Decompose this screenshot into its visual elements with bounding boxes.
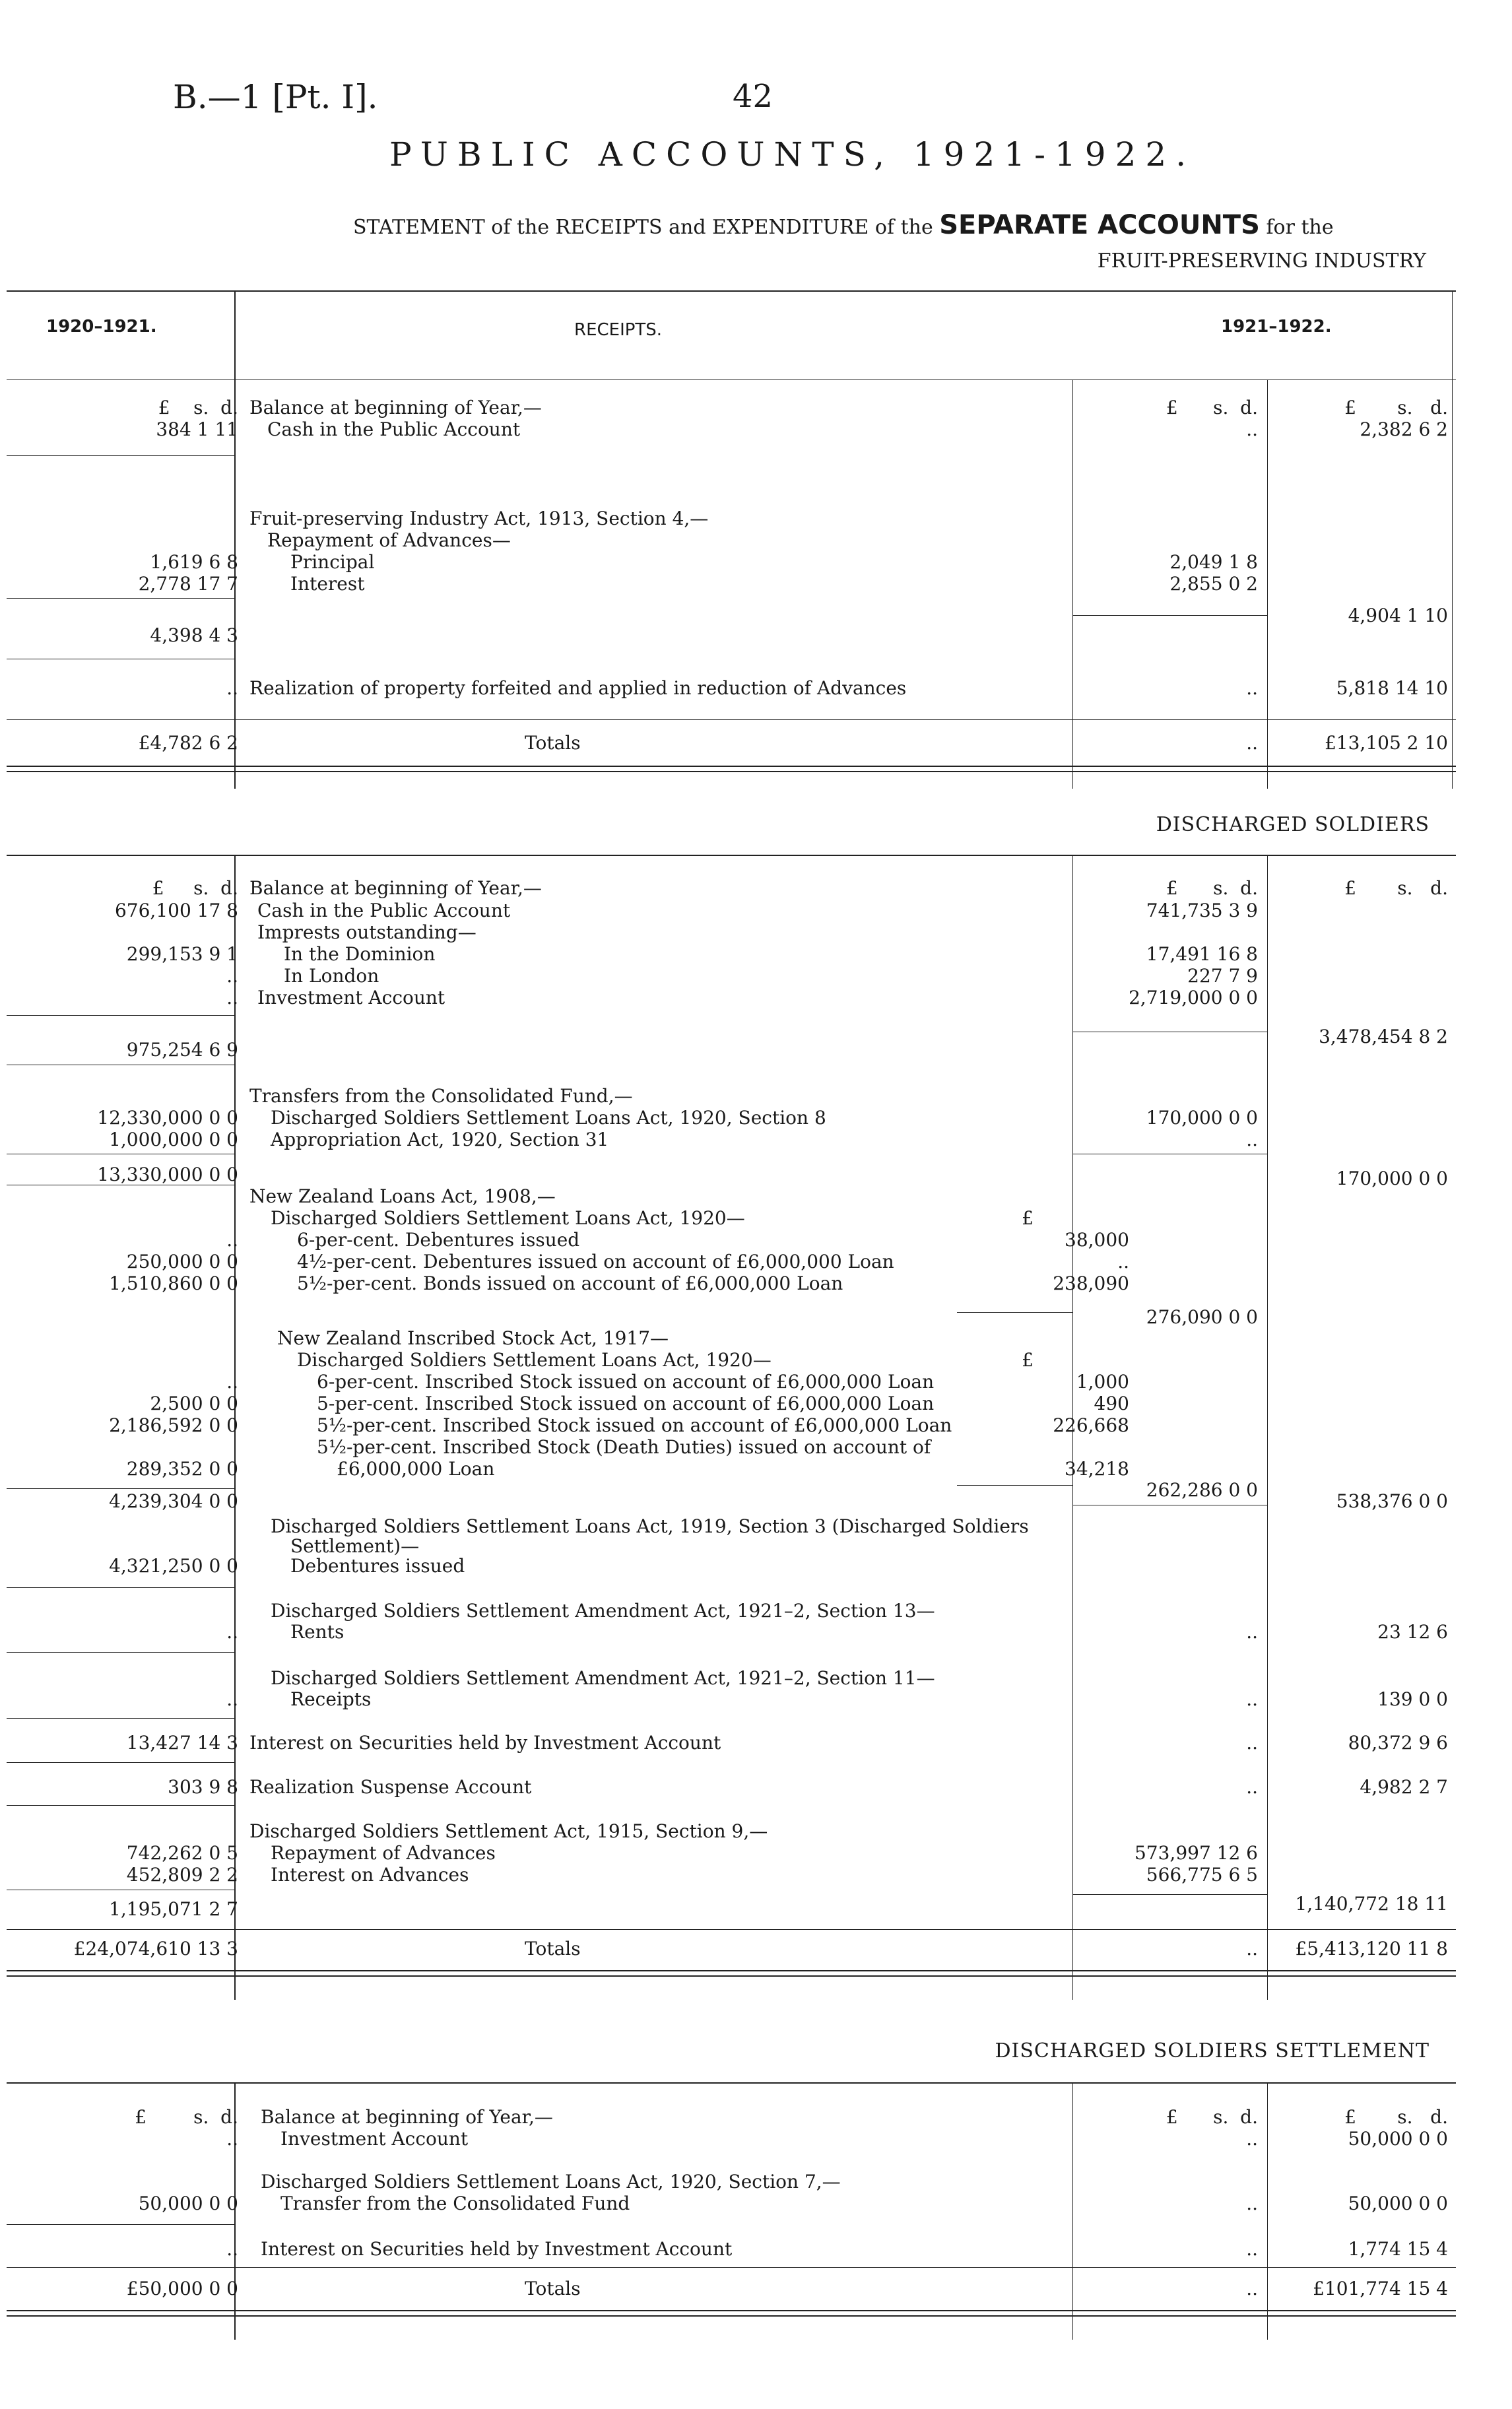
soldiers-loans-subtotal-prior: 4,239,304 0 0	[109, 1490, 238, 1512]
soldiers-five-half-amount: 238,090	[1053, 1272, 1129, 1294]
soldiers-amend11-total: 139 0 0	[1377, 1688, 1448, 1710]
soldiers-transfers-subtotal-row	[7, 1155, 1456, 1189]
fruit-interest-row	[7, 572, 1456, 596]
settlement-investment-total: 50,000 0 0	[1348, 2128, 1448, 2150]
settlement-investment-mid: ..	[1246, 2128, 1258, 2150]
soldiers-totals-row	[7, 1937, 1456, 1961]
fruit-cash-total: 2,382 6 2	[1360, 418, 1448, 440]
settlement-units-row	[7, 2105, 1456, 2129]
fruit-totals-label: Totals	[525, 732, 581, 754]
soldiers-dssl1920-heading-row	[7, 1206, 1456, 1230]
settlement-units-mid: £ s. d.	[1166, 2106, 1258, 2128]
soldiers-dssl1920-sub-row	[7, 1305, 1456, 1329]
statement-bold: SEPARATE ACCOUNTS	[939, 210, 1260, 240]
fruit-act-subtotal-prior: 4,398 4 3	[150, 624, 238, 646]
settlement-dssl-heading-row	[7, 2170, 1456, 2194]
soldiers-transfers-heading-row	[7, 1084, 1456, 1108]
soldiers-balance-total: 3,478,454 8 2	[1319, 1026, 1448, 1047]
soldiers-four-half-prior: 250,000 0 0	[126, 1251, 238, 1272]
col-head-current-year: 1921–1922.	[1221, 317, 1332, 337]
soldiers-interest-sec-prior: 13,427 14 3	[126, 1732, 238, 1754]
soldiers-four-half-label: 4½-per-cent. Debentures issued on account of £6,000,000 Loan	[297, 1251, 894, 1272]
soldiers-four-half-amount: ..	[1117, 1251, 1129, 1272]
settlement-investment-prior: ..	[226, 2128, 238, 2150]
soldiers-inscribed-heading-row	[7, 1327, 1456, 1350]
statement-suffix: for the	[1266, 216, 1334, 239]
soldiers-section-title: DISCHARGED SOLDIERS	[1156, 813, 1430, 836]
fruit-cash-prior: 384 1 11	[156, 418, 238, 440]
fruit-realization-mid: ..	[1246, 677, 1258, 699]
settlement-transfer-mid: ..	[1246, 2193, 1258, 2214]
fruit-cash-label: Cash in the Public Account	[267, 418, 521, 440]
soldiers-int-adv-amount: 566,775 6 5	[1146, 1864, 1258, 1886]
soldiers-dominion-row	[7, 942, 1456, 966]
soldiers-dominion-amount: 17,491 16 8	[1146, 943, 1258, 965]
soldiers-transfers-total: 170,000 0 0	[1336, 1168, 1448, 1189]
settlement-totals-label: Totals	[525, 2278, 581, 2299]
soldiers-interest-sec-row	[7, 1731, 1456, 1755]
soldiers-inscribed-sub-heading: Discharged Soldiers Settlement Loans Act, 1920—	[297, 1349, 772, 1371]
soldiers-six-pc-amount: 38,000	[1065, 1229, 1129, 1251]
soldiers-nzloans-heading: New Zealand Loans Act, 1908,—	[249, 1185, 556, 1207]
soldiers-amend13-rents: Rents	[290, 1621, 345, 1643]
soldiers-inscribed-sub-heading-row	[7, 1348, 1456, 1372]
soldiers-five-half-label: 5½-per-cent. Bonds issued on account of £6,000,000 Loan	[297, 1272, 843, 1294]
soldiers-ins-death-row	[7, 1436, 1456, 1459]
soldiers-amend11-receipts: Receipts	[290, 1688, 372, 1710]
fruit-act-subtotal-row	[7, 604, 1456, 646]
units-prior: £ s. d.	[158, 397, 238, 418]
soldiers-imprests-row	[7, 921, 1456, 944]
settlement-transfer-prior: 50,000 0 0	[138, 2193, 238, 2214]
soldiers-loans-act-prior: 12,330,000 0 0	[97, 1107, 238, 1129]
soldiers-dss1915-heading: Discharged Soldiers Settlement Act, 1915, Section 9,—	[249, 1820, 768, 1842]
soldiers-ins-five-half-row	[7, 1414, 1456, 1437]
soldiers-section	[7, 855, 1456, 2006]
soldiers-dssl1920-sub: 276,090 0 0	[1146, 1306, 1258, 1328]
soldiers-amend13-prior: ..	[226, 1621, 238, 1643]
fruit-totals-mid: ..	[1246, 732, 1258, 754]
soldiers-london-label: In London	[284, 965, 379, 987]
soldiers-interest-sec-label: Interest on Securities held by Investment Account	[249, 1732, 721, 1754]
fruit-totals-row	[7, 731, 1456, 755]
settlement-transfer-label: Transfer from the Consolidated Fund	[280, 2193, 630, 2214]
soldiers-interest-sec-mid: ..	[1246, 1732, 1258, 1754]
soldiers-amend11-row2	[7, 1688, 1456, 1711]
settlement-section	[7, 2082, 1456, 2346]
units-main: £ s. d.	[1344, 397, 1448, 418]
settlement-totals-total: £101,774 15 4	[1313, 2278, 1448, 2299]
soldiers-investment-label: Investment Account	[257, 987, 445, 1008]
fruit-totals-total: £13,105 2 10	[1324, 732, 1448, 754]
soldiers-dss1915-subtotal-prior: 1,195,071 2 7	[109, 1898, 238, 1920]
soldiers-amend13-total: 23 12 6	[1377, 1621, 1448, 1643]
soldiers-amend13-label: Discharged Soldiers Settlement Amendment Act, 1921–2, Section 13—	[271, 1600, 935, 1622]
soldiers-ins-death-row2	[7, 1457, 1456, 1481]
soldiers-six-pc-prior: ..	[226, 1229, 238, 1251]
soldiers-repay-amount: 573,997 12 6	[1134, 1842, 1258, 1864]
settlement-totals-prior: £50,000 0 0	[126, 2278, 238, 2299]
soldiers-dssl1919-row3	[7, 1554, 1456, 1578]
soldiers-int-adv-label: Interest on Advances	[271, 1864, 469, 1886]
settlement-units-main: £ s. d.	[1344, 2106, 1448, 2128]
soldiers-amend11-label: Discharged Soldiers Settlement Amendment Act, 1921–2, Section 11—	[271, 1667, 935, 1689]
soldiers-inscribed-heading: New Zealand Inscribed Stock Act, 1917—	[277, 1327, 669, 1349]
units-row	[7, 396, 1456, 420]
fruit-realization-label: Realization of property forfeited and applied in reduction of Advances	[249, 677, 907, 699]
soldiers-amend13-row2	[7, 1620, 1456, 1644]
fruit-section	[7, 290, 1456, 792]
soldiers-ins-five-half-prior: 2,186,592 0 0	[109, 1414, 238, 1436]
soldiers-five-half-prior: 1,510,860 0 0	[109, 1272, 238, 1294]
settlement-interest-mid: ..	[1246, 2238, 1258, 2260]
soldiers-dssl1919-label: Discharged Soldiers Settlement Loans Act, 1919, Section 3 (Discharged Soldiers	[271, 1515, 1029, 1537]
soldiers-interest-sec-total: 80,372 9 6	[1348, 1732, 1448, 1754]
fruit-realization-prior: ..	[226, 677, 238, 699]
units-mid: £ s. d.	[1166, 397, 1258, 418]
settlement-interest-label: Interest on Securities held by Investment Account	[261, 2238, 733, 2260]
fruit-totals-prior: £4,782 6 2	[138, 732, 238, 754]
soldiers-amend11-mid: ..	[1246, 1688, 1258, 1710]
soldiers-cash-row	[7, 899, 1456, 923]
soldiers-loans-act-amount: 170,000 0 0	[1146, 1107, 1258, 1129]
soldiers-six-pc-row	[7, 1228, 1456, 1252]
soldiers-suspense-total: 4,982 2 7	[1360, 1776, 1448, 1798]
settlement-balance-heading: Balance at beginning of Year,—	[261, 2106, 553, 2128]
soldiers-units-row	[7, 876, 1456, 900]
soldiers-investment-prior: ..	[226, 987, 238, 1008]
soldiers-ins-death-label: 5½-per-cent. Inscribed Stock (Death Duties) issued on account of	[317, 1436, 931, 1458]
soldiers-four-half-row	[7, 1250, 1456, 1274]
fruit-repayment-heading: Repayment of Advances—	[267, 529, 511, 551]
settlement-section-title: DISCHARGED SOLDIERS SETTLEMENT	[995, 2039, 1430, 2062]
soldiers-dssl1919-debentures: Debentures issued	[290, 1555, 465, 1577]
soldiers-loans-act-row	[7, 1106, 1456, 1130]
soldiers-cash-prior: 676,100 17 8	[114, 900, 238, 921]
soldiers-approp-row	[7, 1128, 1456, 1152]
soldiers-repay-label: Repayment of Advances	[271, 1842, 496, 1864]
soldiers-cash-amount: 741,735 3 9	[1146, 900, 1258, 921]
soldiers-amend11-prior: ..	[226, 1688, 238, 1710]
soldiers-london-prior: ..	[226, 965, 238, 987]
fruit-act-heading: Fruit-preserving Industry Act, 1913, Section 4,—	[249, 508, 709, 529]
document-reference: B.—1 [Pt. I].	[173, 78, 378, 116]
fruit-act-total: 4,904 1 10	[1348, 605, 1448, 626]
soldiers-london-row	[7, 964, 1456, 988]
soldiers-suspense-row	[7, 1775, 1456, 1799]
soldiers-imprests-heading: Imprests outstanding—	[257, 921, 477, 943]
soldiers-suspense-label: Realization Suspense Account	[249, 1776, 532, 1798]
soldiers-units-mid: £ s. d.	[1166, 877, 1258, 899]
fruit-principal-row	[7, 550, 1456, 574]
soldiers-five-half-row	[7, 1272, 1456, 1296]
soldiers-repay-row	[7, 1841, 1456, 1865]
fruit-realization-total: 5,818 14 10	[1336, 677, 1448, 699]
soldiers-totals-mid: ..	[1246, 1938, 1258, 1960]
soldiers-units-main: £ s. d.	[1344, 877, 1448, 899]
page-title: PUBLIC ACCOUNTS, 1921-1922.	[389, 135, 1196, 174]
soldiers-dssl1920-pound: £	[1022, 1207, 1034, 1229]
soldiers-ins-six-row	[7, 1370, 1456, 1394]
soldiers-ins-death-amount: 34,218	[1065, 1458, 1129, 1480]
soldiers-loans-total: 538,376 0 0	[1336, 1490, 1448, 1512]
fruit-repayment-heading-row	[7, 529, 1456, 552]
soldiers-nzloans-heading-row	[7, 1185, 1456, 1208]
soldiers-totals-total: £5,413,120 11 8	[1295, 1938, 1448, 1960]
fruit-act-heading-row	[7, 507, 1456, 531]
soldiers-balance-subtotal-prior: 975,254 6 9	[126, 1039, 238, 1061]
soldiers-transfers-heading: Transfers from the Consolidated Fund,—	[249, 1085, 633, 1107]
fruit-principal-label: Principal	[290, 551, 375, 573]
settlement-investment-row	[7, 2127, 1456, 2151]
soldiers-ins-six-label: 6-per-cent. Inscribed Stock issued on account of £6,000,000 Loan	[317, 1371, 935, 1393]
fruit-principal-amount: 2,049 1 8	[1169, 551, 1258, 573]
settlement-interest-prior: ..	[226, 2238, 238, 2260]
settlement-totals-mid: ..	[1246, 2278, 1258, 2299]
fruit-interest-prior: 2,778 17 7	[138, 573, 238, 595]
soldiers-balance-subtotal-row	[7, 1025, 1456, 1061]
soldiers-investment-amount: 2,719,000 0 0	[1129, 987, 1258, 1008]
fruit-cash-row	[7, 418, 1456, 442]
soldiers-dssl1919-label2: Settlement)—	[290, 1535, 420, 1557]
soldiers-ins-death-prior: 289,352 0 0	[126, 1458, 238, 1480]
soldiers-int-adv-row	[7, 1863, 1456, 1887]
soldiers-dss1915-heading-row	[7, 1820, 1456, 1843]
soldiers-ins-five-amount: 490	[1094, 1393, 1129, 1414]
soldiers-approp-prior: 1,000,000 0 0	[109, 1129, 238, 1150]
soldiers-units-prior: £ s. d.	[152, 877, 238, 899]
statement-heading	[353, 210, 1334, 240]
soldiers-six-pc-label: 6-per-cent. Debentures issued	[297, 1229, 580, 1251]
fruit-cash-mid: ..	[1246, 418, 1258, 440]
soldiers-amend13-mid: ..	[1246, 1621, 1258, 1643]
soldiers-dominion-label: In the Dominion	[284, 943, 436, 965]
soldiers-totals-prior: £24,074,610 13 3	[73, 1938, 238, 1960]
soldiers-dss1915-subtotal-row	[7, 1893, 1456, 1921]
soldiers-inscribed-sub: 262,286 0 0	[1146, 1479, 1258, 1501]
fruit-interest-label: Interest	[290, 573, 365, 595]
soldiers-ins-five-label: 5-per-cent. Inscribed Stock issued on account of £6,000,000 Loan	[317, 1393, 935, 1414]
soldiers-int-adv-prior: 452,809 2 2	[126, 1864, 238, 1886]
statement-prefix: STATEMENT of the RECEIPTS and EXPENDITURE of the	[353, 216, 933, 239]
settlement-units-prior: £ s. d.	[135, 2106, 238, 2128]
soldiers-amend11-row	[7, 1666, 1456, 1690]
soldiers-london-amount: 227 7 9	[1187, 965, 1258, 987]
soldiers-approp-label: Appropriation Act, 1920, Section 31	[271, 1129, 609, 1150]
soldiers-dssl1920-heading: Discharged Soldiers Settlement Loans Act, 1920—	[271, 1207, 745, 1229]
settlement-investment-label: Investment Account	[280, 2128, 469, 2150]
fruit-principal-prior: 1,619 6 8	[150, 551, 238, 573]
soldiers-inscribed-pound: £	[1022, 1349, 1034, 1371]
soldiers-ins-six-amount: 1,000	[1076, 1371, 1129, 1393]
soldiers-ins-five-prior: 2,500 0 0	[150, 1393, 238, 1414]
soldiers-ins-six-prior: ..	[226, 1371, 238, 1393]
fruit-section-title: FRUIT-PRESERVING INDUSTRY	[1097, 249, 1426, 273]
settlement-transfer-total: 50,000 0 0	[1348, 2193, 1448, 2214]
settlement-dssl-label: Discharged Soldiers Settlement Loans Act, 1920, Section 7,—	[261, 2171, 841, 2193]
soldiers-loans-subtotal-row	[7, 1490, 1456, 1513]
soldiers-suspense-mid: ..	[1246, 1776, 1258, 1798]
soldiers-ins-five-row	[7, 1392, 1456, 1416]
soldiers-ins-five-half-amount: 226,668	[1053, 1414, 1129, 1436]
soldiers-balance-heading: Balance at beginning of Year,—	[249, 877, 542, 899]
soldiers-dss1915-total: 1,140,772 18 11	[1295, 1893, 1448, 1915]
soldiers-totals-label: Totals	[525, 1938, 581, 1960]
settlement-interest-total: 1,774 15 4	[1348, 2238, 1448, 2260]
soldiers-repay-prior: 742,262 0 5	[126, 1842, 238, 1864]
fruit-interest-amount: 2,855 0 2	[1169, 573, 1258, 595]
soldiers-ins-death-label2: £6,000,000 Loan	[337, 1458, 495, 1480]
fruit-balance-heading: Balance at beginning of Year,—	[249, 397, 542, 418]
page-number: 42	[733, 78, 773, 115]
soldiers-dominion-prior: 299,153 9 1	[126, 943, 238, 965]
soldiers-ins-five-half-label: 5½-per-cent. Inscribed Stock issued on account of £6,000,000 Loan	[317, 1414, 952, 1436]
soldiers-amend13-row	[7, 1599, 1456, 1623]
settlement-totals-row	[7, 2277, 1456, 2301]
settlement-interest-row	[7, 2237, 1456, 2261]
col-head-prior-year: 1920–1921.	[46, 317, 157, 337]
soldiers-cash-label: Cash in the Public Account	[257, 900, 511, 921]
soldiers-approp-amount: ..	[1246, 1129, 1258, 1150]
soldiers-transfers-subtotal-prior: 13,330,000 0 0	[97, 1164, 238, 1185]
soldiers-suspense-prior: 303 9 8	[168, 1776, 238, 1798]
soldiers-investment-row	[7, 986, 1456, 1010]
settlement-transfer-row	[7, 2192, 1456, 2216]
col-head-receipts: RECEIPTS.	[574, 320, 663, 340]
fruit-realization-row	[7, 676, 1456, 700]
soldiers-dssl1919-prior: 4,321,250 0 0	[109, 1555, 238, 1577]
soldiers-loans-act-label: Discharged Soldiers Settlement Loans Act, 1920, Section 8	[271, 1107, 826, 1129]
